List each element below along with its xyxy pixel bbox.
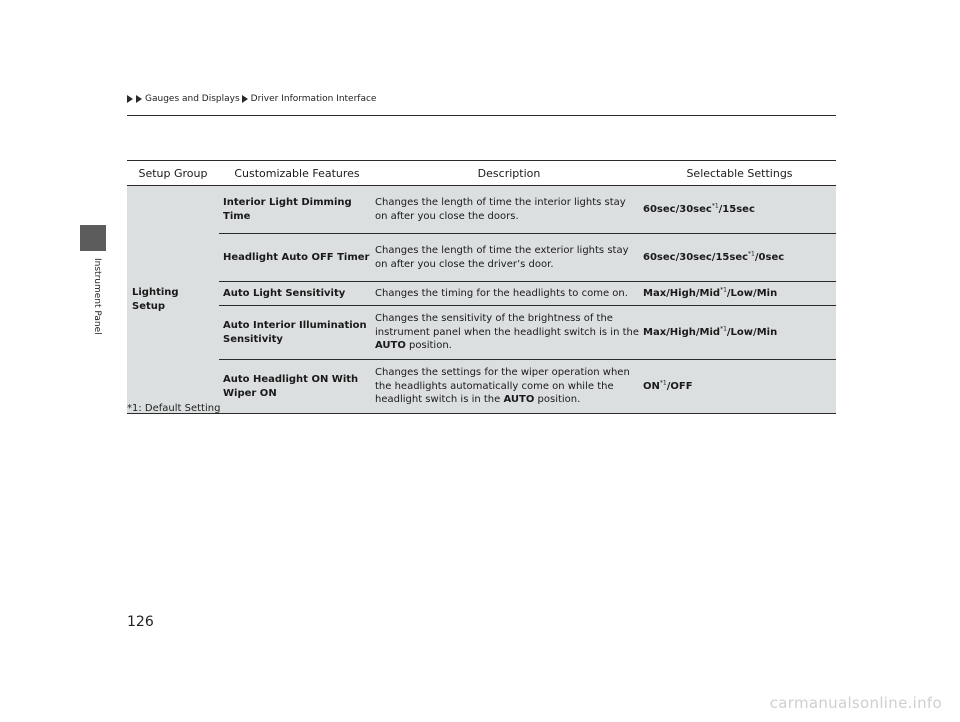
feature-description: Changes the length of time the exterior lights stay on after you close the driver’s door. [375,234,643,282]
breadcrumb [127,94,376,104]
arrow-icon [242,95,248,103]
table-row [127,186,836,234]
feature-description: Changes the timing for the headlights to come on. [375,282,643,306]
feature-name: Interior Light Dimming Time [219,186,375,234]
setup-group-line: Lighting [132,287,179,298]
column-header: Setup Group [127,161,219,186]
feature-name: Auto Light Sensitivity [219,282,375,306]
feature-description: Changes the settings for the wiper operation when the headlights automatically come on while the headlight switch is in the AUTO position. [375,360,643,414]
breadcrumb-part2[interactable]: Driver Information Interface [250,94,377,104]
page-number: 126 [127,614,154,630]
settings-table [127,160,836,414]
table-row [127,360,836,414]
header-rule [127,115,836,116]
arrow-icon [136,95,142,103]
section-tab [80,225,106,251]
section-label: Instrument Panel [92,258,102,335]
column-header: Selectable Settings [643,161,836,186]
table-row [127,234,836,282]
feature-description: Changes the sensitivity of the brightness of the instrument panel when the headlight switch is in the AUTO position. [375,306,643,360]
selectable-settings: ON$^{*1}$/OFF [643,360,836,414]
table-row [127,282,836,306]
selectable-settings: $60\sec/30\sec^{*1}/15\sec$ [643,186,836,234]
selectable-settings: $60\sec/30\sec/15\sec^{*1}/0\sec$ [643,234,836,282]
setup-group-line: Setup [132,300,166,312]
feature-name: Auto Interior Illumination Sensitivity [219,306,375,360]
table-row [127,306,836,360]
feature-name: Headlight Auto OFF Timer [219,234,375,282]
watermark: carmanualsonline.info [769,694,942,712]
feature-name: Auto Headlight ON With Wiper ON [219,360,375,414]
column-header: Customizable Features [219,161,375,186]
setup-group-cell [127,186,219,414]
breadcrumb-part1[interactable]: Gauges and Displays [145,94,240,104]
column-header: Description [375,161,643,186]
selectable-settings: Max/High/Mid$^{*1}$/Low/Min [643,306,836,360]
arrow-icon [127,95,133,103]
feature-description: Changes the length of time the interior lights stay on after you close the doors. [375,186,643,234]
selectable-settings: Max/High/Mid$^{*1}$/Low/Min [643,282,836,306]
footnote: *1: Default Setting [127,403,221,414]
